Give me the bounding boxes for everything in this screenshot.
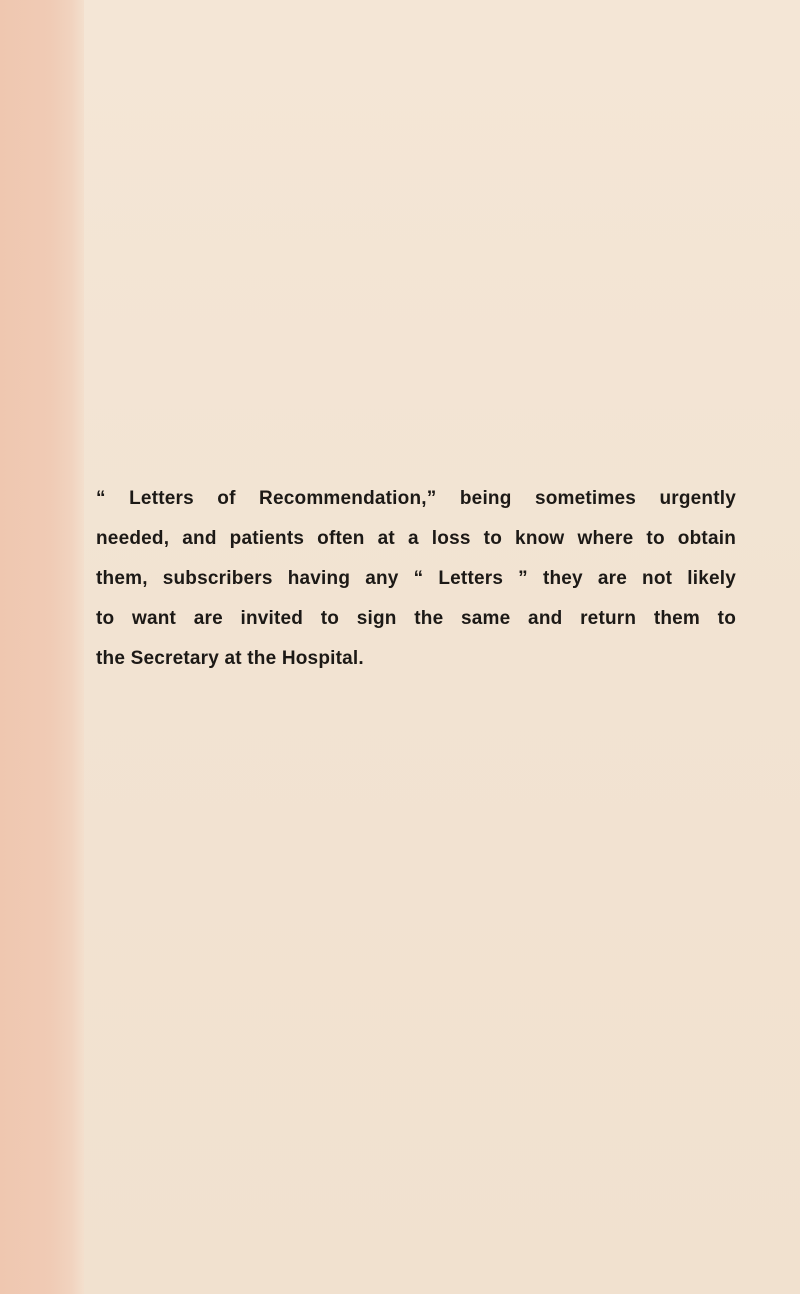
notice-line: “ Letters of Recommendation,” being sometimes urgently bbox=[96, 488, 736, 509]
notice-line: to want are invited to sign the same and return them to bbox=[96, 608, 736, 629]
notice-line: needed, and patients often at a loss to know where to obtain bbox=[96, 528, 736, 549]
page-binding-edge bbox=[0, 0, 84, 1294]
notice-paragraph bbox=[96, 486, 736, 686]
notice-line: them, subscribers having any “ Letters ” they are not likely bbox=[96, 568, 736, 589]
notice-line: the Secretary at the Hospital. bbox=[96, 648, 364, 669]
